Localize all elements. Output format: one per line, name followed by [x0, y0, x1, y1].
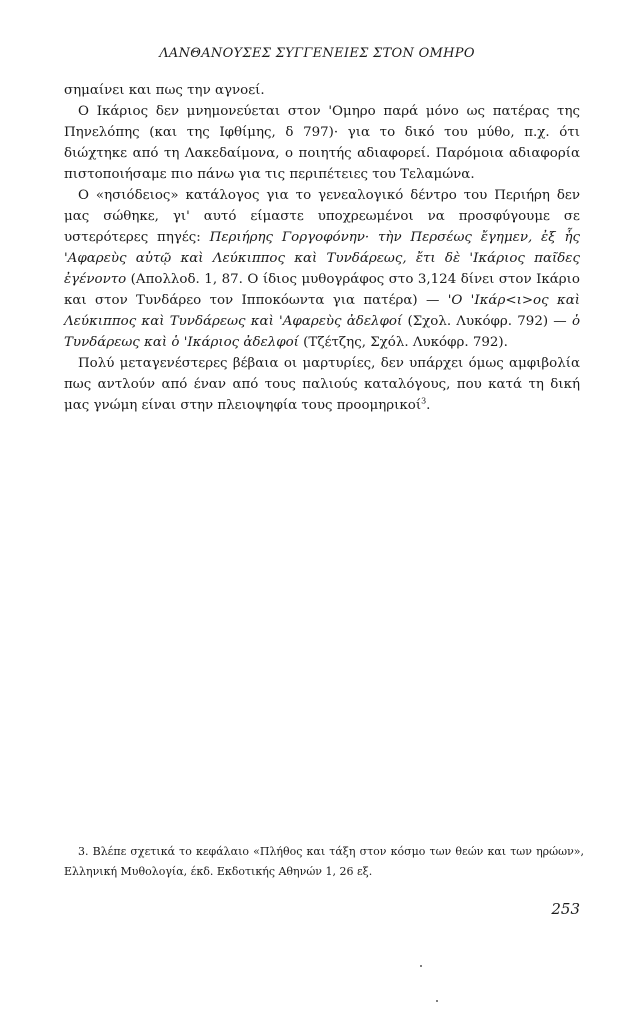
citation-scholia: (Σχολ. Λυκόφρ. 792) —	[402, 314, 572, 329]
footnote-text: 3. Βλέπε σχετικά το κεφάλαιο «Πλήθος και τάξη στον κόσμο των θεών και των ηρώων», Ελληνική Μυθολογία, έκδ. Εκδοτικής Αθηνών 1, 26 εξ.	[64, 845, 584, 878]
citation-apollodorus: (Απολλοδ. 1, 87. Ο ίδιος μυθογράφος στο 3,124 δίνει στον Ικάριο και στον Τυνδάρεο τον Ιπποκόωντα για πατέρα) —	[64, 272, 580, 308]
testimonies-end: .	[426, 398, 431, 413]
scan-speck	[436, 1000, 438, 1002]
page-number: 253	[551, 900, 580, 918]
body-text	[64, 80, 580, 416]
quote-scholia: 'Ο 'Ικάρ<ι>ος καὶ Λεύκιππος καὶ Τυνδάρεως καὶ 'Αφαρεὺς ἀδελφοί	[64, 293, 580, 329]
footnote	[64, 842, 584, 882]
paragraph-continuation: σημαίνει και πως την αγνοεί.	[64, 83, 265, 98]
paragraph-ikarios: Ο Ικάριος δεν μνημονεύεται στον 'Ομηρο παρά μόνο ως πατέρας της Πηνελόπης (και της Ιφθίμης, δ 797)· για το δικό του μύθο, π.χ. ότι διώχτηκε από τη Λακεδαίμονα, ο ποιητής αδιαφορεί. Παρόμοια αδιαφορία πιστοποιήσαμε πιο πάνω για τις περιπέτειες του Τελαμώνα.	[64, 104, 580, 182]
quote-tzetzes: ὁ Τυνδάρεως καὶ ὁ 'Ικάριος ἀδελφοί	[64, 314, 580, 350]
paragraph-catalogue	[64, 185, 580, 353]
catalogue-intro: Ο «ησιόδειος» κατάλογος για το γενεαλογικό δέντρο του Περιήρη δεν μας σώθηκε, γι' αυτό είμαστε υποχρεωμένοι να προσφύγουμε σε υστερότερες πηγές:	[64, 188, 580, 245]
quote-apollodorus: Περιήρης Γοργοφόνην· τὴν Περσέως ἔγημεν, ἐξ ἧς 'Αφαρεὺς αὐτῷ καὶ Λεύκιππος καὶ Τυνδάρεως, ἔτι δὲ 'Ικάριος παῖδες ἐγένοντο	[64, 230, 580, 287]
scan-speck	[420, 965, 422, 967]
citation-tzetzes: (Τζέτζης, Σχόλ. Λυκόφρ. 792).	[298, 335, 508, 350]
footnote-reference[interactable]: 3	[421, 396, 427, 406]
paragraph-testimonies	[64, 353, 580, 416]
running-head: ΛΑΝΘΑΝΟΥΣΕΣ ΣΥΓΓΕΝΕΙΕΣ ΣΤΟΝ ΟΜΗΡΟ	[159, 46, 475, 61]
testimonies-text: Πολύ μεταγενέστερες βέβαια οι μαρτυρίες, δεν υπάρχει όμως αμφιβολία πως αντλούν από έναν από τους παλιούς καταλόγους, που κατά τη δική μας γνώμη είναι στην πλειοψηφία τους προομηρικοί	[64, 356, 580, 413]
